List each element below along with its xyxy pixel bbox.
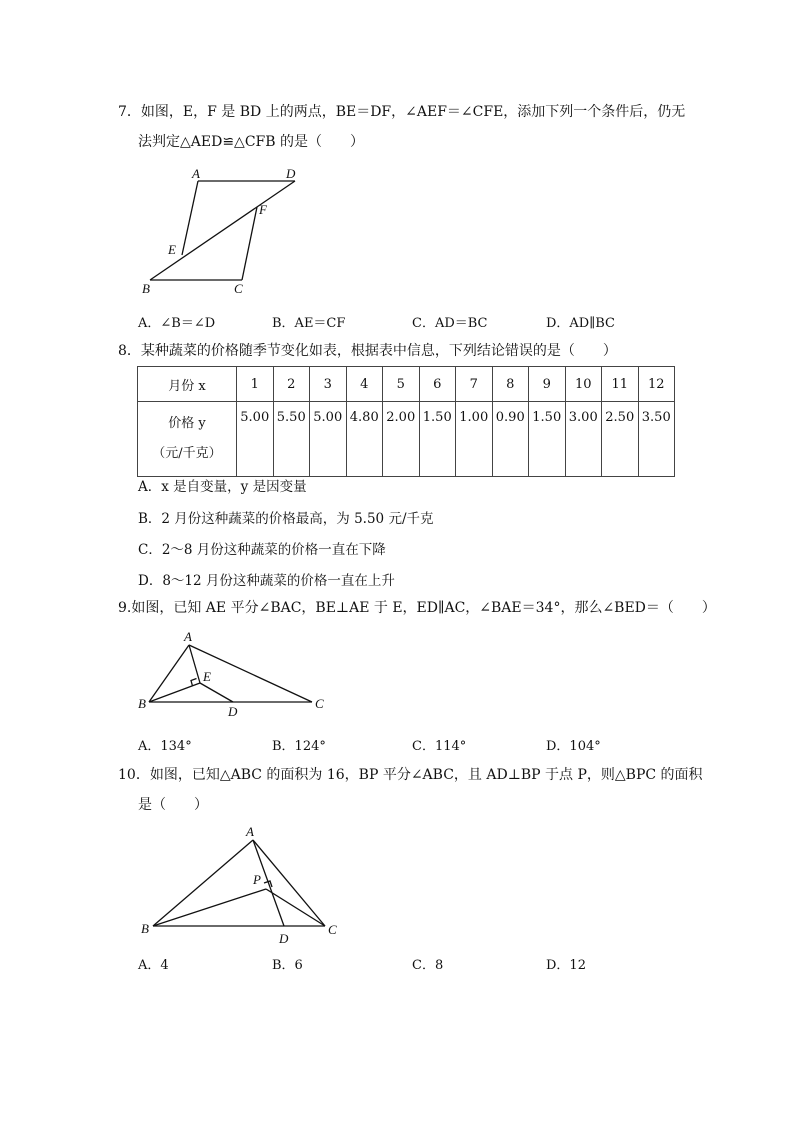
q9-label-E: E — [203, 669, 211, 684]
q8-month-cell: 8 — [492, 367, 529, 402]
q9-label-C: C — [315, 696, 324, 711]
q7-figure — [138, 165, 328, 300]
q10-label-B: B — [141, 921, 149, 936]
q8-month-cell: 6 — [419, 367, 456, 402]
q7-option-c[interactable]: C．AD＝BC — [412, 316, 488, 331]
q8-price-cell: 5.00 — [310, 402, 347, 477]
q7-option-a[interactable]: A．∠B＝∠D — [138, 316, 216, 331]
q8-month-cell: 3 — [310, 367, 347, 402]
q9-stem: 9.如图，已知 AE 平分∠BAC，BE⊥AE 于 E，ED∥AC，∠BAE＝34°，那么∠BED＝（ ） — [118, 600, 716, 616]
q9-label-B: B — [138, 696, 146, 711]
q8-option-c[interactable]: C．2～8 月份这种蔬菜的价格一直在下降 — [138, 542, 386, 558]
q10-segment-PC — [266, 889, 325, 926]
q10-label-P: P — [253, 872, 261, 887]
q10-segment-AB — [153, 840, 253, 926]
q8-month-cell: 9 — [529, 367, 566, 402]
q10-stem-line1: 10．如图，已知△ABC 的面积为 16，BP 平分∠ABC，且 AD⊥BP 于点 P，则△BPC 的面积 — [118, 767, 703, 783]
q8-stem: 8．某种蔬菜的价格随季节变化如表，根据表中信息，下列结论错误的是（ ） — [118, 343, 617, 359]
q8-month-cell: 10 — [565, 367, 602, 402]
q8-price-cell: 4.80 — [346, 402, 383, 477]
q10-label-D: D — [279, 931, 289, 946]
q7-label-B: B — [142, 281, 150, 296]
q8-price-cell: 1.50 — [529, 402, 566, 477]
q7-label-A: A — [192, 166, 200, 181]
q8-month-cell: 12 — [638, 367, 675, 402]
q8-price-header — [138, 402, 237, 477]
q7-stem-line2: 法判定△AED≌△CFB 的是（ ） — [138, 134, 364, 150]
q7-option-d[interactable]: D．AD∥BC — [546, 316, 615, 331]
q8-option-d[interactable]: D．8～12 月份这种蔬菜的价格一直在上升 — [138, 573, 395, 589]
q9-label-D: D — [228, 704, 238, 719]
q8-month-cell: 4 — [346, 367, 383, 402]
q8-month-cell: 7 — [456, 367, 493, 402]
q8-month-cell: 11 — [602, 367, 639, 402]
q8-price-cell: 3.00 — [565, 402, 602, 477]
q8-price-cell: 1.00 — [456, 402, 493, 477]
q7-segment-CF — [242, 207, 257, 280]
q8-price-table — [137, 366, 675, 477]
q9-option-d[interactable]: D．104° — [546, 739, 601, 754]
q8-month-header: 月份 x — [138, 367, 237, 402]
q9-segment-AB — [149, 645, 189, 702]
q8-month-cell: 5 — [383, 367, 420, 402]
q8-price-cell: 3.50 — [638, 402, 675, 477]
q8-price-cell: 5.50 — [273, 402, 310, 477]
q8-price-header-line2: （元/千克） — [152, 446, 222, 461]
q10-figure — [136, 822, 346, 947]
q8-price-cell: 0.90 — [492, 402, 529, 477]
q10-option-a[interactable]: A．4 — [138, 958, 169, 973]
q8-option-a[interactable]: A．x 是自变量，y 是因变量 — [138, 479, 307, 495]
q8-price-header-line1: 价格 y — [168, 416, 206, 431]
q8-price-cell: 2.50 — [602, 402, 639, 477]
q8-price-cell: 1.50 — [419, 402, 456, 477]
q8-price-cell: 2.00 — [383, 402, 420, 477]
q10-right-angle-mark — [264, 881, 272, 887]
q7-segment-AE — [182, 181, 198, 255]
q7-label-D: D — [286, 166, 296, 181]
q9-option-c[interactable]: C．114° — [412, 739, 467, 754]
q10-option-c[interactable]: C．8 — [412, 958, 444, 973]
q9-figure — [136, 628, 336, 720]
q7-stem-line1: 7．如图，E，F 是 BD 上的两点，BE＝DF，∠AEF＝∠CFE，添加下列一个条件后，仍无 — [118, 104, 686, 120]
q7-label-E: E — [168, 242, 176, 257]
q9-option-a[interactable]: A．134° — [138, 739, 192, 754]
q8-month-cell: 2 — [273, 367, 310, 402]
q10-label-A: A — [246, 824, 254, 839]
q9-segment-ED — [200, 683, 233, 702]
q8-price-cell: 5.00 — [237, 402, 274, 477]
q10-option-d[interactable]: D．12 — [546, 958, 586, 973]
q9-segment-AE — [189, 645, 200, 683]
q7-label-C: C — [234, 281, 243, 296]
q9-option-b[interactable]: B．124° — [272, 739, 326, 754]
q8-month-cell: 1 — [237, 367, 274, 402]
q10-stem-line2: 是（ ） — [138, 797, 208, 813]
q7-option-b[interactable]: B．AE＝CF — [272, 316, 346, 331]
q7-segment-BD — [150, 181, 295, 280]
q10-option-b[interactable]: B．6 — [272, 958, 303, 973]
q10-label-C: C — [328, 922, 337, 937]
q8-row-month — [138, 367, 675, 402]
q10-segment-BP — [153, 889, 266, 926]
q8-option-b[interactable]: B．2 月份这种蔬菜的价格最高，为 5.50 元/千克 — [138, 511, 434, 527]
q10-segment-AC — [253, 840, 325, 926]
q8-row-price — [138, 402, 675, 477]
q7-label-F: F — [259, 202, 267, 217]
q9-label-A: A — [184, 629, 192, 644]
